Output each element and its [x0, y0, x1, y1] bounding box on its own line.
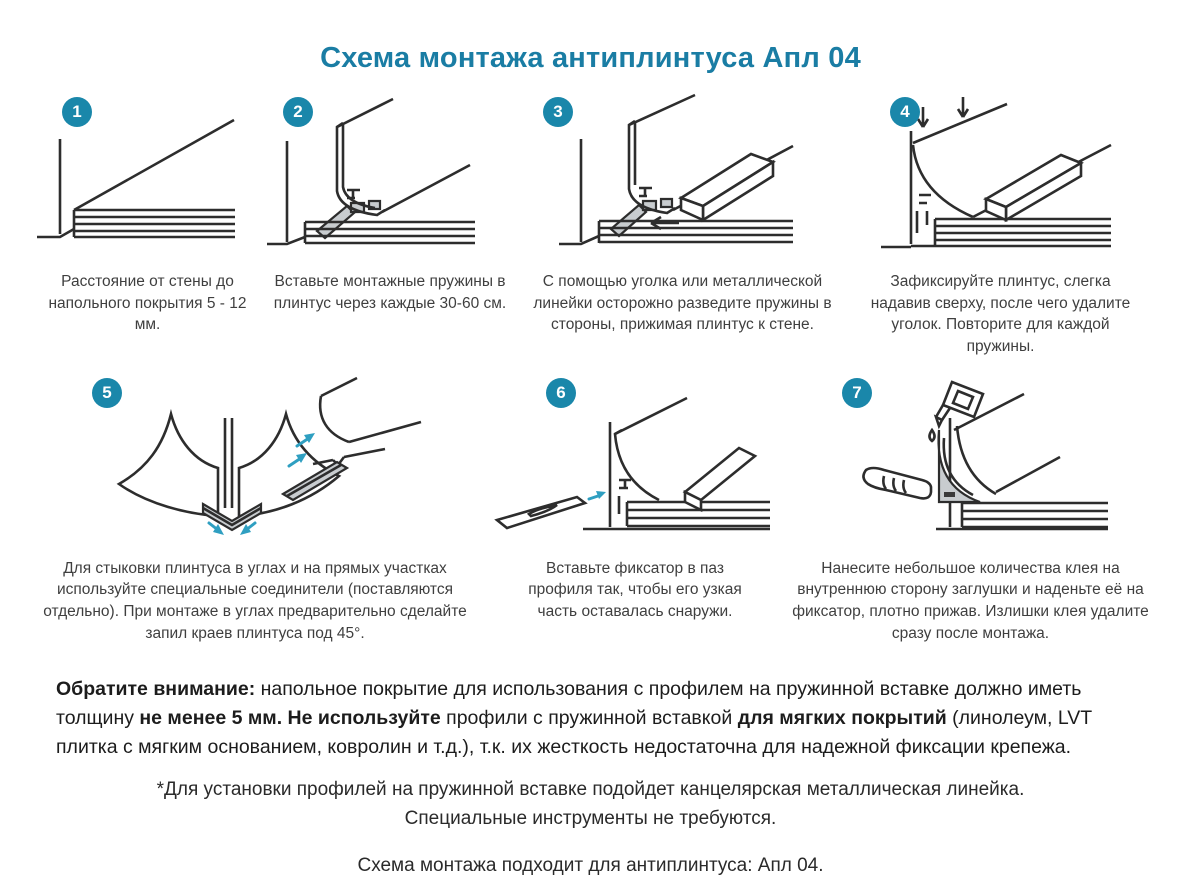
step-1-badge: 1	[62, 97, 92, 127]
wall-icon	[37, 139, 74, 237]
footnote	[0, 776, 1181, 833]
step-4-figure	[850, 93, 1151, 253]
step-2	[265, 93, 515, 358]
corner-profiles-icon	[119, 414, 339, 516]
floor-covering-icon	[610, 502, 770, 529]
step-3-figure	[515, 93, 850, 253]
step-5-badge: 5	[92, 378, 122, 408]
metal-ruler-icon	[681, 154, 773, 220]
step-1-caption: Расстояние от стены до напольного покрытия 5 - 12 мм.	[48, 273, 247, 334]
floor-covering-icon	[936, 503, 1108, 529]
step-3	[515, 93, 850, 358]
fixator-icon	[497, 497, 585, 528]
step-6-badge: 6	[546, 378, 576, 408]
skirting-profile-icon	[957, 426, 996, 494]
metal-ruler-icon	[986, 155, 1081, 220]
floor-covering-icon	[911, 219, 1111, 246]
step-5-illustration	[85, 372, 425, 540]
step-7-badge: 7	[842, 378, 872, 408]
step-6-figure	[480, 372, 790, 540]
step-4-caption: Зафиксируйте плинтус, слегка надавив сверху, после чего удалите уголок. Повторите для каждой пружины.	[870, 273, 1131, 356]
compatibility-note: Схема монтажа подходит для антиплинтуса: Апл 04.	[357, 855, 824, 877]
hand-icon	[863, 468, 931, 498]
step-5	[30, 372, 480, 645]
footnote-line-1: *Для установки профилей на пружинной вставке подойдет канцелярская металлическая линейка.	[156, 779, 1025, 801]
step-6	[480, 372, 790, 645]
step-2-figure	[265, 93, 515, 253]
step-1	[30, 93, 265, 358]
glue-drop-icon	[929, 430, 934, 441]
step-3-badge: 3	[543, 97, 573, 127]
step-7-figure	[790, 372, 1151, 540]
floor-covering-icon	[74, 120, 235, 237]
step-2-badge: 2	[283, 97, 313, 127]
footnote-line-2: Специальные инструменты не требуются.	[404, 807, 777, 829]
page-title: Схема монтажа антиплинтуса Апл 04	[320, 42, 861, 74]
step-7-caption: Нанесите небольшое количества клея на внутреннюю сторону заглушки и наденьте её на фиксатор, плотно прижав. Излишки клея удалите сразу после монтажа.	[792, 559, 1149, 642]
step-3-illustration	[553, 93, 813, 253]
attention-note: Обратите внимание: напольное покрытие для использования с профилем на пружинной вставке должно иметь толщину не менее 5 мм. Не используйте профили с пружинной вставкой для мягких покрытий (линолеум, LVT плитка с мягким основанием, ковролин и т.д.), т.к. их жесткость недостаточна для надежной фиксации крепежа.	[56, 677, 1092, 758]
steps-row-1	[0, 93, 1181, 358]
step-5-figure	[30, 372, 480, 540]
step-6-illustration	[485, 372, 785, 540]
step-5-caption: Для стыковки плинтуса в углах и на прямых участках используйте специальные соединители (поставляются отдельно). При монтаже в углах предварительно сделайте запил краев плинтуса под 45°.	[43, 559, 467, 642]
step-3-caption: С помощью уголка или металлической линейки осторожно разведите пружины в стороны, прижимая плинтус к стене.	[533, 273, 832, 334]
insert-arrow-icon	[589, 491, 606, 499]
step-6-caption: Вставьте фиксатор в паз профиля так, чтобы его узкая часть оставалась снаружи.	[528, 559, 742, 621]
step-4	[850, 93, 1151, 358]
step-1-figure	[30, 93, 265, 253]
steps-row-2	[0, 372, 1181, 645]
step-7	[790, 372, 1151, 645]
step-2-caption: Вставьте монтажные пружины в плинтус через каждые 30-60 см.	[273, 273, 507, 312]
step-4-badge: 4	[890, 97, 920, 127]
straight-profile-icon	[313, 378, 421, 465]
